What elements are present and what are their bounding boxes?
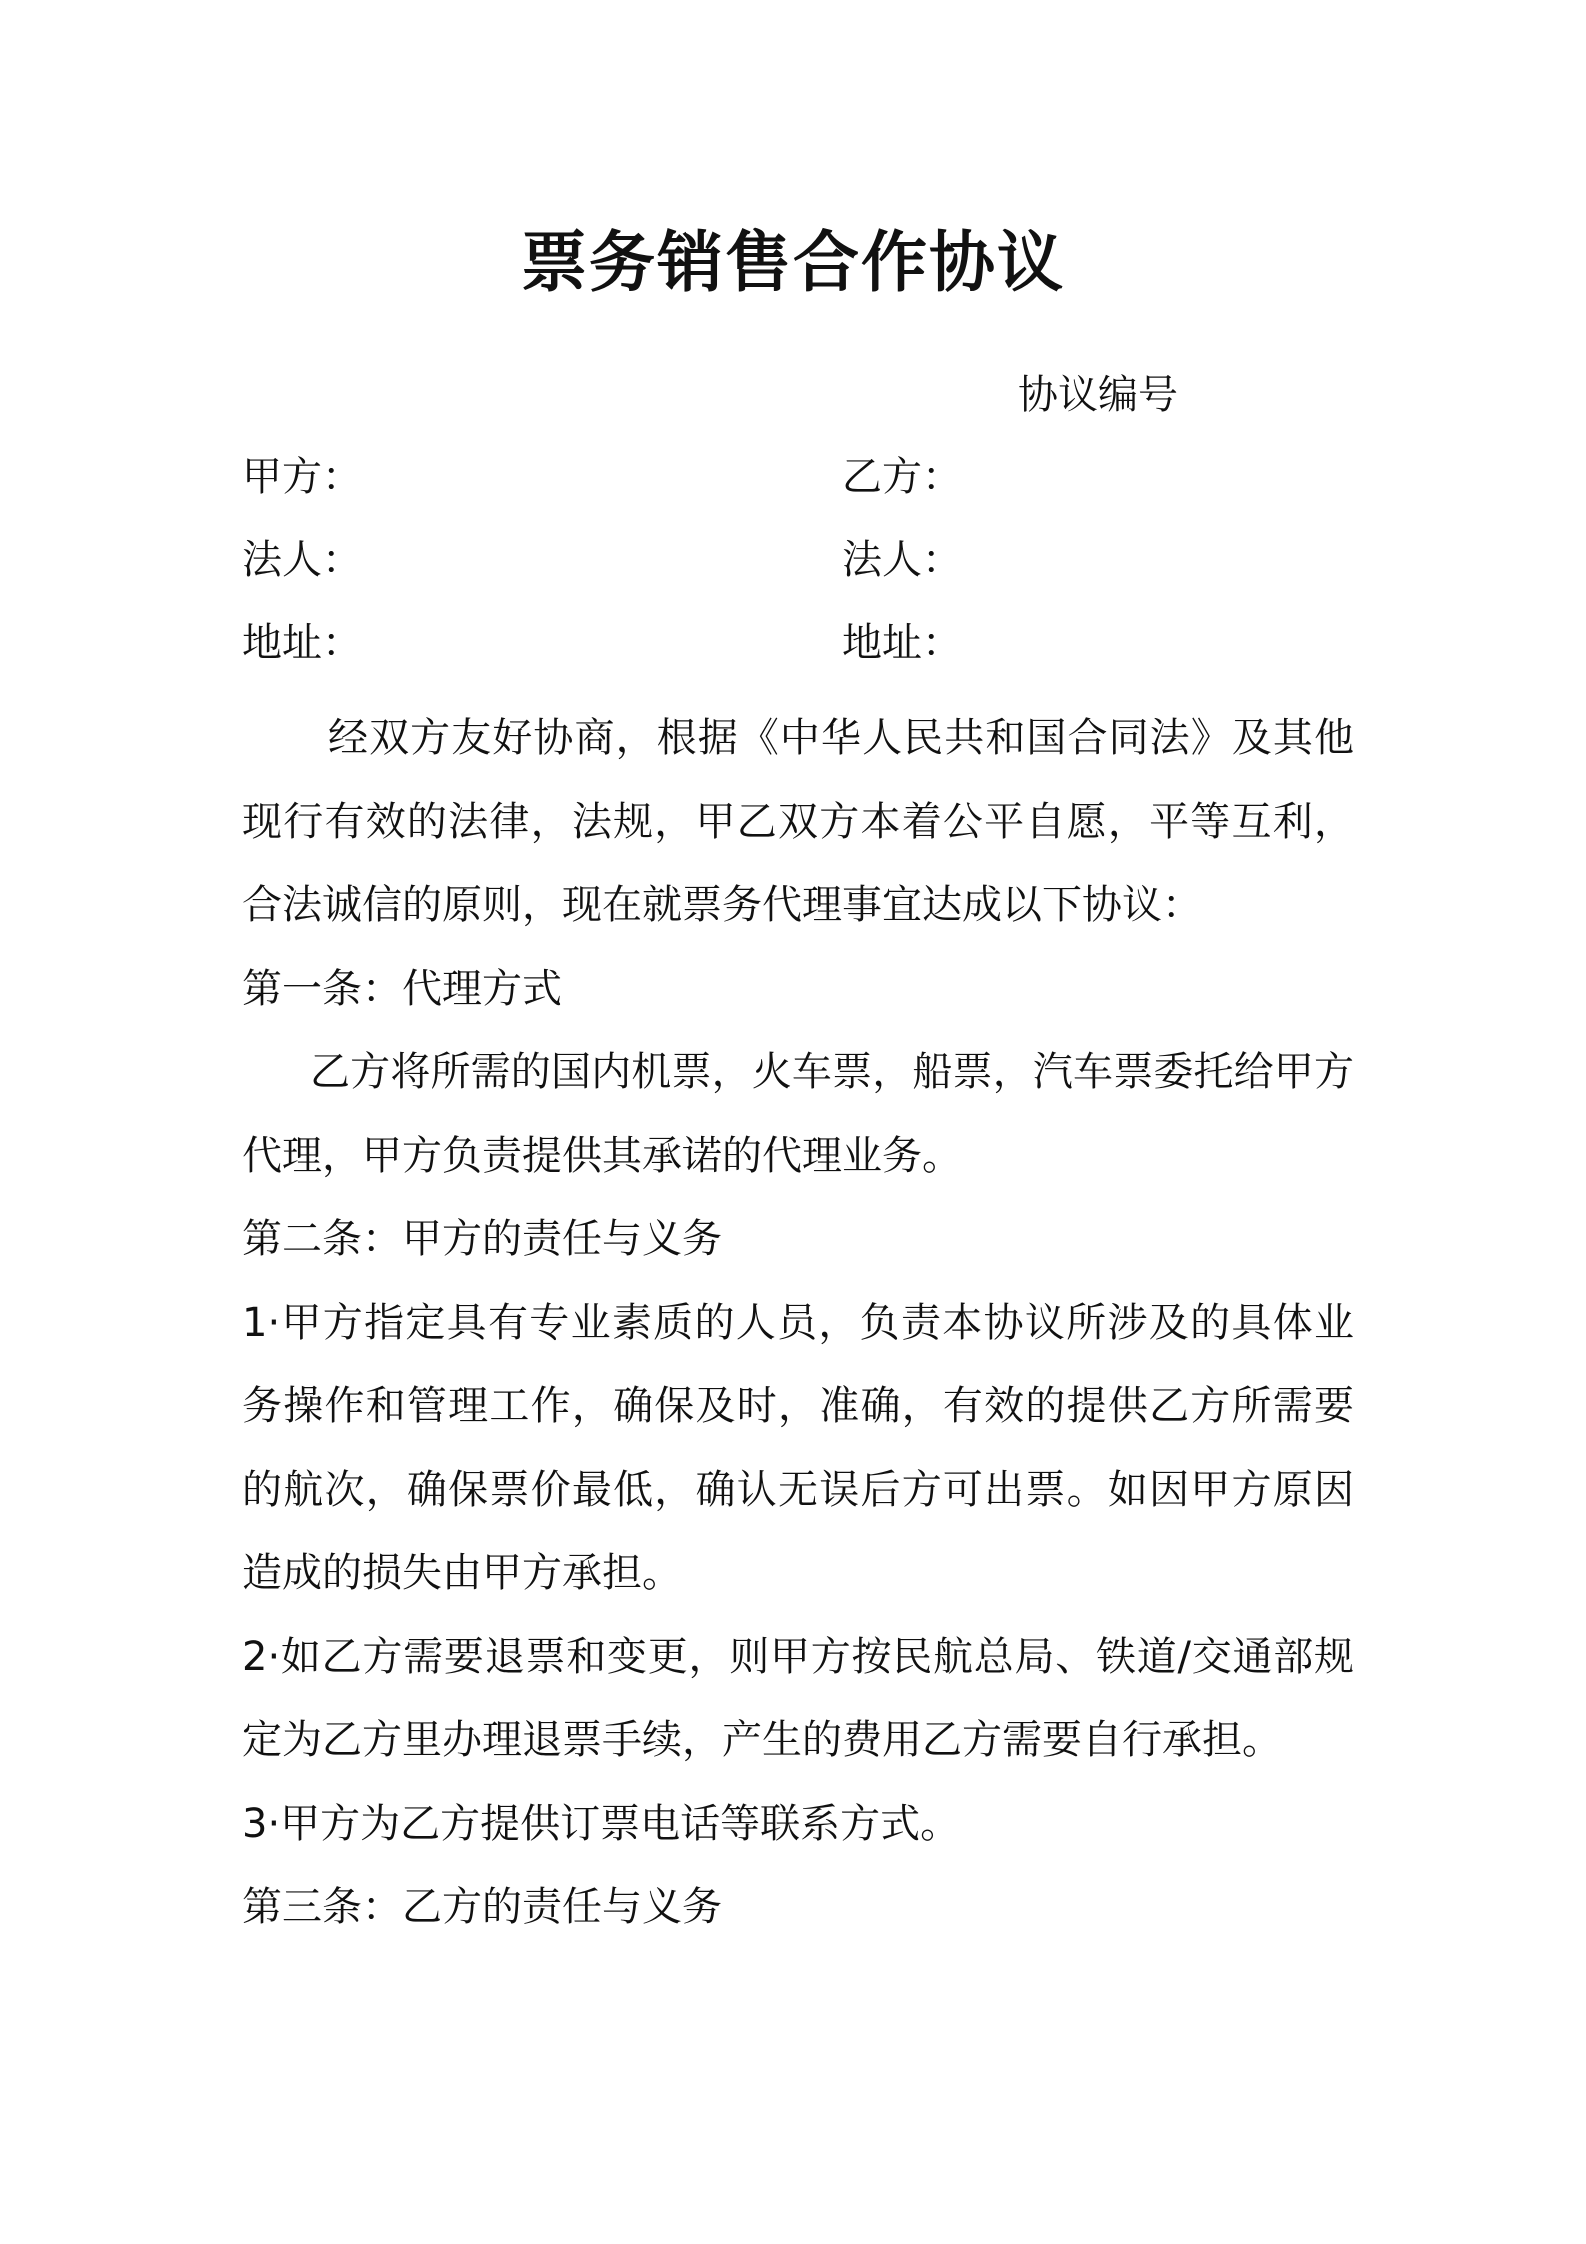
party-a-name-label: 甲方：	[242, 454, 362, 500]
party-b-legal-person-label: 法人：	[842, 537, 962, 583]
article-2-item-1: 1·甲方指定具有专业素质的人员，负责本协议所涉及的具体业务操作和管理工作，确保及时，准确，有效的提供乙方所需要的航次，确保票价最低，确认无误后方可出票。如因甲方原因造成的损失由甲方承担。	[242, 1299, 1354, 1596]
agreement-body	[242, 697, 1354, 1950]
party-a-legal-person-label: 法人：	[242, 537, 362, 583]
document-title: 票务销售合作协议	[521, 224, 1065, 301]
article-1-heading: 第一条：代理方式	[242, 965, 562, 1012]
party-a-address-label: 地址：	[242, 620, 362, 666]
party-info-grid	[242, 447, 1352, 696]
article-2-item-2: 2·如乙方需要退票和变更，则甲方按民航总局、铁道/交通部规定为乙方里办理退票手续，产生的费用乙方需要自行承担。	[242, 1633, 1354, 1763]
party-b-address-label: 地址：	[842, 620, 962, 666]
party-row-address	[242, 613, 1352, 696]
article-3-heading: 第三条：乙方的责任与义务	[242, 1884, 722, 1930]
party-row-legal-person	[242, 530, 1352, 613]
article-1-paragraph: 乙方将所需的国内机票，火车票，船票，汽车票委托给甲方代理，甲方负责提供其承诺的代理业务。	[242, 1049, 1354, 1179]
party-row-name	[242, 447, 1352, 530]
contract-number-label: 协议编号	[1018, 372, 1178, 418]
preamble-paragraph: 经双方友好协商，根据《中华人民共和国合同法》及其他现行有效的法律，法规，甲乙双方本着公平自愿，平等互利，合法诚信的原则，现在就票务代理事宜达成以下协议：	[242, 715, 1354, 928]
article-2-item-3: 3·甲方为乙方提供订票电话等联系方式。	[242, 1800, 961, 1847]
party-b-name-label: 乙方：	[842, 454, 962, 500]
article-2-heading: 第二条：甲方的责任与义务	[242, 1216, 722, 1262]
